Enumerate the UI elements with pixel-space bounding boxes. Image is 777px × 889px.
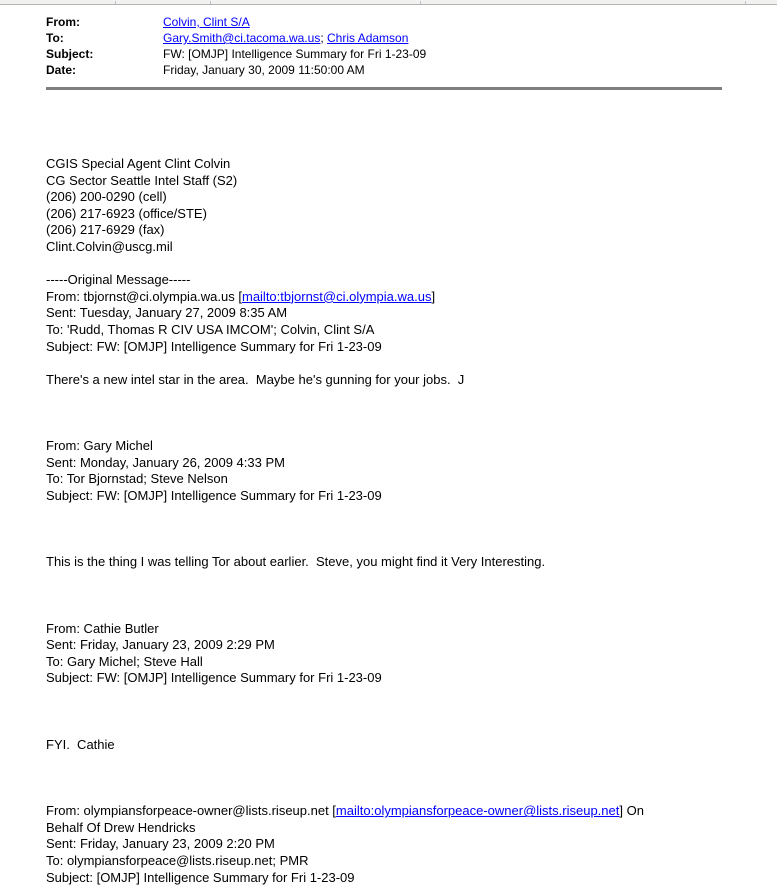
msg2-to-line: To: Tor Bjornstad; Steve Nelson <box>46 471 228 487</box>
email-content <box>46 6 722 886</box>
msg2-body-text: This is the thing I was telling Tor about earlier. Steve, you might find it Very Interesting. <box>46 554 546 570</box>
from-value <box>163 14 722 30</box>
msg1-from-text-end: ] <box>431 288 436 304</box>
msg1-to-line: To: 'Rudd, Thomas R CIV USA IMCOM'; Colvin, Clint S/A <box>46 321 375 337</box>
email-body <box>46 156 722 886</box>
msg1-subject-line: Subject: FW: [OMJP] Intelligence Summary for Fri 1-23-09 <box>46 338 382 354</box>
msg3-body-text: FYI. Cathie <box>46 736 115 752</box>
msg4-subject-line: Subject: [OMJP] Intelligence Summary for Fri 1-23-09 <box>46 869 355 885</box>
subject-label: Subject: <box>46 47 94 61</box>
original-message-divider: -----Original Message----- <box>46 272 191 288</box>
msg1-body-text: There's a new intel star in the area. Maybe he's gunning for your jobs. J <box>46 371 465 387</box>
ruler-tick <box>115 1 116 4</box>
msg2-sent-line: Sent: Monday, January 26, 2009 4:33 PM <box>46 454 285 470</box>
msg4-mailto-link[interactable]: mailto:olympiansforpeace-owner@lists.riseup.net <box>335 803 620 819</box>
msg4-to-line: To: olympiansforpeace@lists.riseup.net; PMR <box>46 853 309 869</box>
subject-value: FW: [OMJP] Intelligence Summary for Fri 1-23-09 <box>163 47 427 61</box>
msg4-sent-line: Sent: Friday, January 23, 2009 2:20 PM <box>46 836 275 852</box>
signature-line: CGIS Special Agent Clint Colvin <box>46 156 231 171</box>
to-value <box>163 30 722 46</box>
header-row-subject <box>46 46 722 62</box>
msg4-from-text: From: olympiansforpeace-owner@lists.riseup.net [ <box>46 803 336 819</box>
msg1-mailto-link[interactable]: mailto:tbjornst@ci.olympia.wa.us <box>241 288 432 304</box>
signature-line: Clint.Colvin@uscg.mil <box>46 238 173 254</box>
msg2-from-line: From: Gary Michel <box>46 438 153 454</box>
ruler-tick <box>210 1 211 4</box>
signature-line: (206) 217-6923 (office/STE) <box>46 205 207 221</box>
to-separator: ; <box>320 31 328 45</box>
msg3-from-line: From: Cathie Butler <box>46 620 159 636</box>
to-recipient-link-2[interactable]: Chris Adamson <box>327 31 409 45</box>
signature-line: (206) 217-6929 (fax) <box>46 222 165 238</box>
msg1-from-text: From: tbjornst@ci.olympia.wa.us [ <box>46 288 242 304</box>
to-recipient-link-1[interactable]: Gary.Smith@ci.tacoma.wa.us <box>163 31 321 45</box>
ruler-tick <box>745 1 746 4</box>
header-row-from <box>46 14 722 30</box>
msg1-from-line <box>46 289 722 306</box>
msg3-to-line: To: Gary Michel; Steve Hall <box>46 653 203 669</box>
from-sender-link[interactable]: Colvin, Clint S/A <box>163 15 250 29</box>
date-value: Friday, January 30, 2009 11:50:00 AM <box>163 63 365 77</box>
msg1-sent-line: Sent: Tuesday, January 27, 2009 8:35 AM <box>46 305 288 321</box>
email-header <box>46 14 722 78</box>
msg3-subject-line: Subject: FW: [OMJP] Intelligence Summary for Fri 1-23-09 <box>46 670 382 686</box>
to-label: To: <box>46 31 64 45</box>
from-label: From: <box>46 15 80 29</box>
date-label: Date: <box>46 63 77 77</box>
signature-line: CG Sector Seattle Intel Staff (S2) <box>46 172 238 188</box>
signature-line: (206) 200-0290 (cell) <box>46 189 167 205</box>
window-top-edge <box>0 0 777 5</box>
msg4-from-text-end: ] On <box>619 803 644 819</box>
header-row-to <box>46 30 722 46</box>
header-row-date <box>46 62 722 78</box>
msg2-subject-line: Subject: FW: [OMJP] Intelligence Summary for Fri 1-23-09 <box>46 487 382 503</box>
msg3-sent-line: Sent: Friday, January 23, 2009 2:29 PM <box>46 637 275 653</box>
ruler-tick <box>420 1 421 4</box>
msg4-from-line-2: Behalf Of Drew Hendricks <box>46 819 196 835</box>
header-separator-rule <box>46 87 722 90</box>
msg4-from-line <box>46 803 722 820</box>
